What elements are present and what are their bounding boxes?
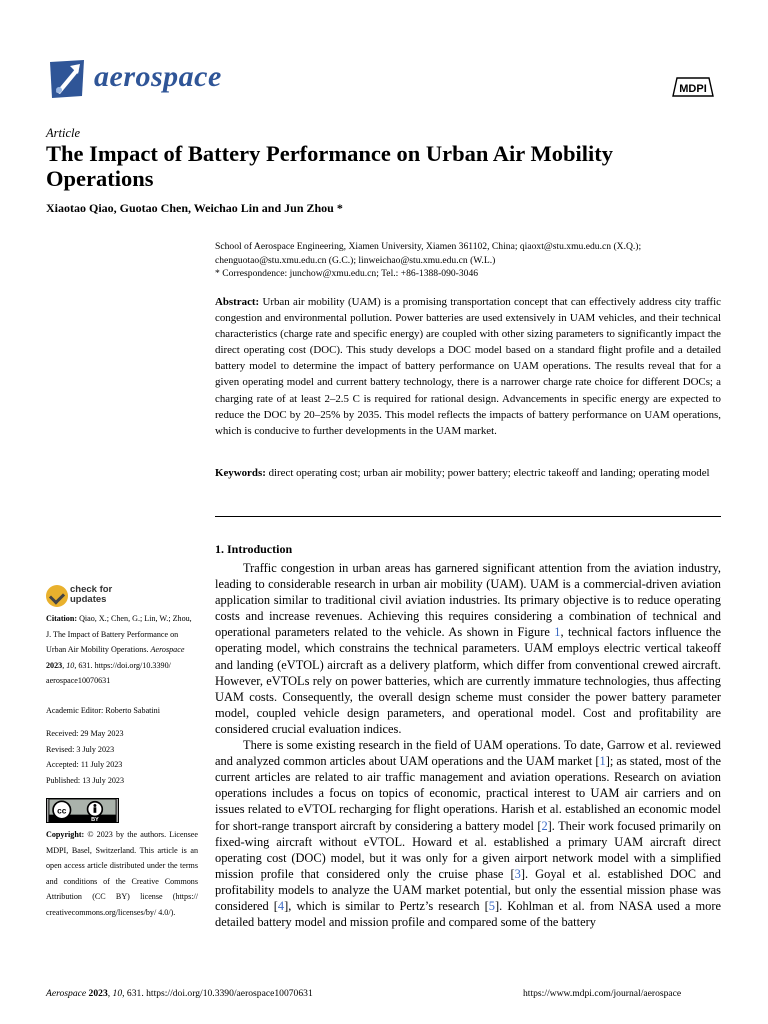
publisher-logo[interactable]	[667, 70, 719, 100]
footer-journal-url[interactable]: https://www.mdpi.com/journal/aerospace	[523, 988, 682, 999]
figure-link[interactable]: 1	[554, 625, 561, 640]
abstract	[215, 294, 721, 439]
section-heading: 1. Introduction	[215, 542, 293, 556]
citation-block: Citation: Qiao, X.; Chen, G.; Lin, W.; Zhou, J. The Impact of Battery Performance on Urban Air Mobility Operations. Aerospace 2023, 10, 631. https://doi.org/10.3390/ aerospace10070631	[46, 614, 192, 685]
correspondence: * Correspondence: junchow@xmu.edu.cn; Tel.: +86-1388-090-3046	[215, 268, 479, 279]
paragraph: There is some existing research in the field of UAM operations. To date, Garrow et al. reviewed and analyzed common articles about UAM operations and the UAM market [1]; as stated, most of the current articles are related to air traffic management and aviation operations. Research on aviation operations includes a focus on topics of economic, practical interest to UAM air carriers and on issues related to eVTOL recharging for flight operations. Harish et al. established an economic model for short-range transport aircraft by considering a battery model [2]. Their work focused primarily on fixed-wing aircraft without eVTOL. Howard et al. established a primary UAM aircraft direct operating cost (DOC) model, but it was only for a given airport network model with a simplified mission profile that considered only the cruise phase [3]. Goyal et al. established DOC and profitability models to analyze the UAM market potential, but only the essential mission phase was considered [4], which is similar to Pertz’s research [5]. Kohlman et al. from NASA used a more detailed battery model and mission profile and compared some of the battery	[215, 738, 721, 930]
divider	[215, 516, 721, 517]
academic-editor: Academic Editor: Roberto Sabatini	[46, 706, 160, 715]
body-text	[215, 560, 721, 930]
cc-by-license-icon[interactable]	[46, 798, 119, 823]
reference-link[interactable]: 2	[541, 818, 548, 833]
article-title: The Impact of Battery Performance on Urban Air Mobility Operations	[46, 141, 613, 191]
copyright-notice: Copyright: © 2023 by the authors. Licensee MDPI, Basel, Switzerland. This article is an open access article distributed under the terms and conditions of the Creative Commons Attribution (CC BY) license (https:// creativecommons.org/licenses/by/ 4.0/).	[46, 830, 198, 917]
reference-link[interactable]: 4	[277, 898, 285, 913]
author-list: Xiaotao Qiao, Guotao Chen, Weichao Lin and Jun Zhou *	[46, 201, 343, 215]
svg-text:cc: cc	[57, 806, 67, 816]
check-for-updates-icon[interactable]	[46, 585, 68, 607]
journal-logo-icon	[46, 56, 88, 102]
reference-link[interactable]: 3	[514, 866, 521, 881]
abstract-text: Urban air mobility (UAM) is a promising transportation concept that can effectively address city traffic congestion and environmental pollution. Power batteries are used extensively in UAM vehicles, and their technical characteristics (charge rate and specific energy) are coupled with other sizing parameters to significantly impact the direct operating cost (DOC). This study develops a DOC model based on a standard flight profile and a detailed battery model to determine the impact of battery performance on UAM operations. The results reveal that for a given operating model and current battery technology, there is a narrower charge rate choice for different DOCs; a charging rate of at least 2–2.5 C is required for rational design. Advancements in specific energy are expected to reduce the DOC by 20–25% by 2035. This model reflects the impacts of battery performance on UAM operations, which is conducive to further developments in the UAM market.	[215, 296, 721, 437]
keywords-label: Keywords:	[215, 467, 266, 479]
reference-link[interactable]: 1	[599, 754, 606, 769]
reference-link[interactable]: 5	[488, 898, 495, 913]
keywords	[215, 465, 721, 481]
accepted-date: Accepted: 11 July 2023	[46, 760, 123, 769]
keywords-text: direct operating cost; urban air mobility; power battery; electric takeoff and landing; operating model	[268, 467, 710, 479]
article-type: Article	[46, 126, 81, 140]
paragraph: Traffic congestion in urban areas has garnered significant attention from the aviation industry, leading to considerable research in urban air mobility (UAM). UAM is a commercial-driven aviation application similar to traditional civil aviation industries. Its primary objective is to reduce operating costs and increase revenues. Achieving this requires considering a combination of technical and operational parameters related to the vehicle. As shown in Figure 1, technical factors influence the operating model, which constrains the technical parameters. UAM employs electric vertical takeoff and landing (eVTOL) aircraft as a delivery platform, which differ from conventional crewed aircraft. However, eVTOLs rely on power batteries, which are currently immature technologies, thus affecting UAM costs. Consequently, the overall design scheme must consider the power battery parameter model, coupled vehicle design parameters, and operational model. Cost and profitability are considered crucial evaluation indices.	[215, 561, 722, 736]
publication-dates	[46, 726, 198, 788]
published-date: Published: 13 July 2023	[46, 775, 125, 785]
journal-name[interactable]: aerospace	[94, 60, 222, 93]
check-for-updates-button[interactable]: check for updates	[70, 584, 113, 605]
affiliation-line: School of Aerospace Engineering, Xiamen University, Xiamen 361102, China; qiaoxt@stu.xmu.edu.cn (X.Q.);	[215, 241, 642, 252]
publisher-logo-text: MDPI	[679, 83, 707, 95]
abstract-label: Abstract:	[215, 296, 260, 308]
footer-citation: Aerospace 2023, 10, 631. https://doi.org/10.3390/aerospace10070631	[46, 988, 313, 999]
cc-by-label: BY	[91, 817, 99, 823]
affiliation-line: chenguotao@stu.xmu.edu.cn (G.C.); linweichao@stu.xmu.edu.cn (W.L.)	[215, 255, 496, 266]
received-date: Received: 29 May 2023	[46, 729, 124, 738]
revised-date: Revised: 3 July 2023	[46, 744, 115, 754]
